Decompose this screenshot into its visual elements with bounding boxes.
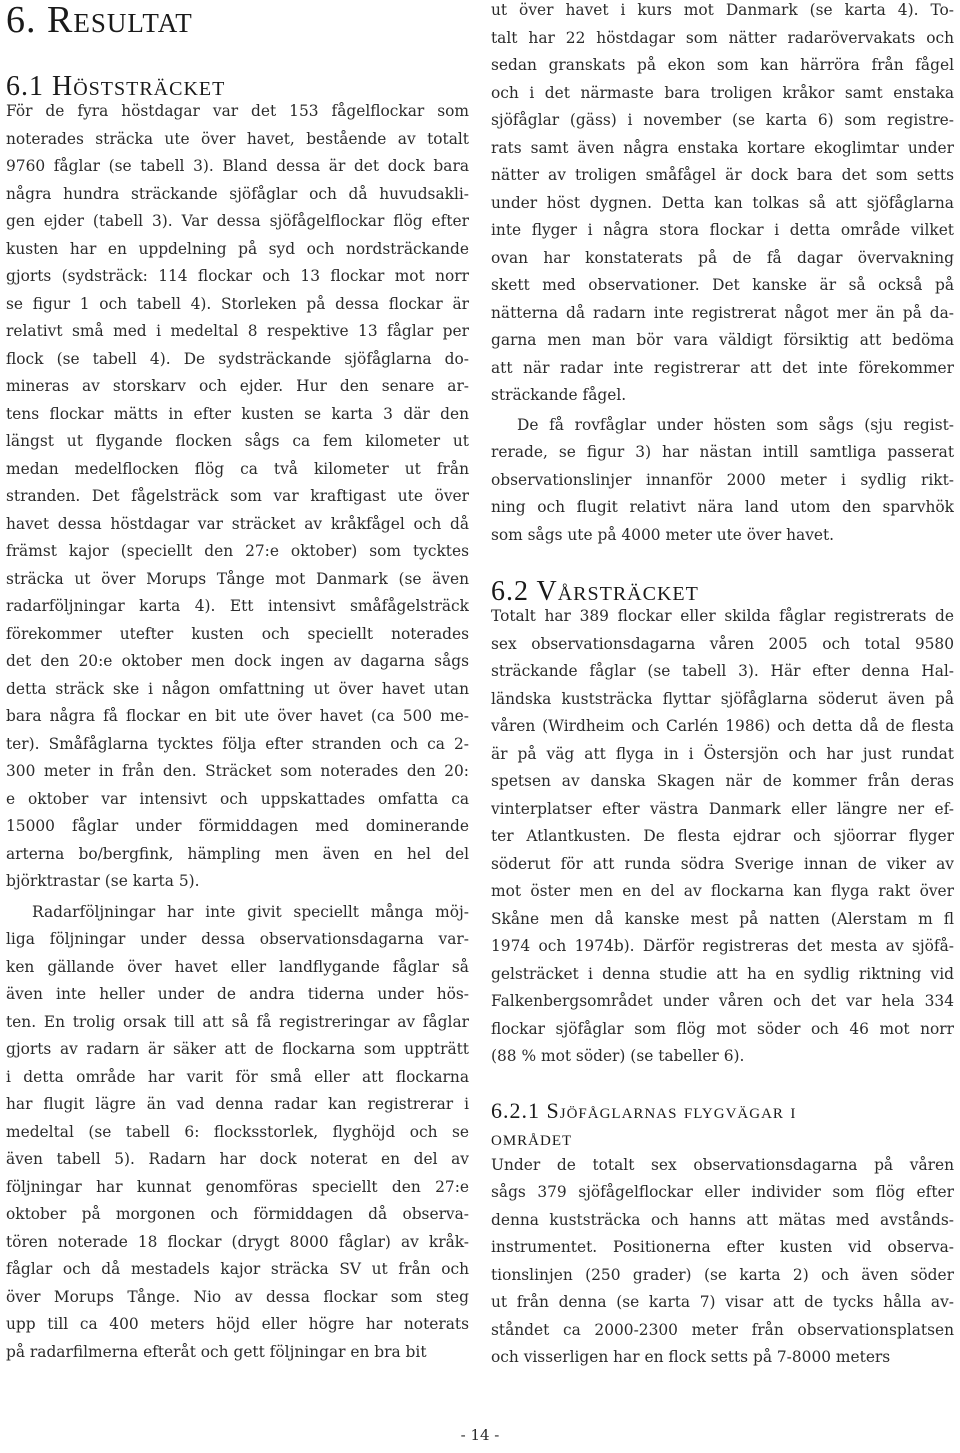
- text-line: nätter av troligen småfågel är dock bara det som setts: [491, 166, 954, 184]
- text-line: oktober på morgonen och förmiddagen då observa-: [6, 1205, 469, 1223]
- subsection-heading: [491, 1097, 954, 1152]
- text-line: liga följningar under dessa observationsdagarna var-: [6, 930, 469, 948]
- text-line: främst kajor (speciellt den 27:e oktober) som tycktes: [6, 542, 469, 560]
- text-line: Radarföljningar har inte givit speciellt många möj-: [32, 902, 469, 921]
- subsection-heading-line-2: området: [491, 1125, 573, 1150]
- text-line: ut över havet i kurs mot Danmark (se karta 4). To-: [491, 1, 954, 19]
- text-line: inte flyger i några stora flockar i detta område vilket: [491, 221, 954, 239]
- text-line: stranden. Det fågelsträck som var kraftigast ute över: [6, 487, 469, 505]
- section-heading-hoststracket: 6.1 Höststräcket: [6, 71, 226, 102]
- text-line: som sågs ute på 4000 meter ute över havet.: [491, 525, 835, 544]
- text-line: arterna bo/bergfink, hämpling men även en hel del: [6, 844, 469, 863]
- text-line: e oktober var intensivt och uppskattades omfatta ca: [6, 789, 469, 808]
- text-line: Under de totalt sex observationsdagarna på våren: [491, 1155, 954, 1174]
- text-line: talt har 22 höstdagar som nätter radarövervakats och: [491, 28, 954, 47]
- text-line: ter). Småfåglarna tycktes följa efter stranden och ca 2-: [6, 734, 469, 753]
- text-line: mineras av storskarv och ejder. Hur den senare ar-: [6, 377, 469, 395]
- text-line: flock (se tabell 4). De sydsträckande sjöfåglarna do-: [6, 349, 469, 368]
- right-column: [491, 0, 954, 1372]
- section-heading-varstracket: 6.2 Vårsträcket: [491, 576, 699, 607]
- text-line: skett med observationer. Det kanske är så också på: [491, 276, 954, 294]
- text-line: längst ut flygande flocken sågs ca fem kilometer ut: [6, 432, 469, 450]
- left-column: [6, 0, 469, 1366]
- text-line: och visserligen har en flock setts på 7-8000 meters: [491, 1348, 891, 1366]
- text-line: rerade, se figur 3) har nästan intill samtliga passerat: [491, 443, 954, 461]
- text-line: spetsen av danska Skagen när de kommer från deras: [491, 772, 954, 790]
- text-line: ter Atlantkusten. De flesta ejdrar och sjöorrar flyger: [491, 827, 954, 845]
- text-line: medeltal (se tabell 6: flocksstorlek, flyghöjd och se: [6, 1122, 469, 1141]
- text-line: flockar sjöfåglar som flög mot söder och 46 mot norr: [491, 1019, 954, 1038]
- text-line: att när radar inte registrerar att det inte förekommer: [491, 358, 954, 377]
- text-line: 1974 och 1974b). Därför registreras det mesta av sjöfå-: [491, 937, 954, 955]
- page-title: 6. Resultat: [6, 0, 193, 41]
- text-line: (88 % mot söder) (se tabeller 6).: [491, 1047, 745, 1065]
- text-line: denna kuststräcka och hanns att mätas med avstånds-: [491, 1210, 954, 1229]
- subsection-heading-line-1: 6.2.1 Sjöfåglarnas flygvägar i: [491, 1097, 797, 1123]
- text-line: radarföljningar karta 4). Ett intensivt småfågelsträck: [6, 597, 469, 615]
- text-line: nätterna då radarn inte registrerat något mer än på da-: [491, 303, 954, 322]
- text-line: bara några få flockar en bit ute över havet (ca 500 me-: [6, 707, 469, 725]
- text-line: sedan granskats på ekon som kan härröra från fågel: [491, 56, 954, 74]
- text-line: Falkenbergsområdet under våren och det var hela 334: [491, 992, 954, 1010]
- text-line: förekommer utefter kusten och speciellt noterades: [6, 624, 469, 643]
- text-line: 15000 fåglar under förmiddagen med dominerande: [6, 817, 469, 835]
- text-line: detta sträck ske i någon omfattning ut över havet utan: [6, 679, 469, 698]
- text-line: kusten har en uppdelning på syd och nordsträckande: [6, 239, 469, 258]
- text-line: söderut för att runda södra Sverige innan de viker av: [491, 854, 954, 873]
- text-line: garna men man bör vara väldigt försiktig att bedöma: [491, 331, 954, 349]
- text-line: För de fyra höstdagar var det 153 fågelflockar som: [6, 102, 469, 120]
- text-line: instrumentet. Positionerna efter kusten vid observa-: [491, 1238, 954, 1256]
- text-line: relativt små med i medeltal 8 respektive 13 fåglar per: [6, 322, 469, 340]
- text-line: har flugit lägre än vad denna radar kan registrerar i: [6, 1095, 469, 1113]
- text-line: havet dessa höstdagar var sträcket av kråkfågel och då: [6, 514, 469, 533]
- text-line: tionslinjen (250 grader) (se karta 2) och även söder: [491, 1265, 954, 1284]
- text-line: ken gällande över havet eller landflygande fåglar så: [6, 957, 469, 976]
- text-line: ståndet ca 2000-2300 meter från observationsplatsen: [491, 1320, 954, 1339]
- text-line: även tabell 5). Radarn har dock noterat en del av: [6, 1150, 469, 1168]
- text-line: observationslinjer innanför 2000 meter i sydlig rikt-: [491, 470, 954, 489]
- text-line: våren (Wirdheim och Carlén 1986) och detta då de flesta: [491, 717, 954, 735]
- text-line: mot öster men en del av flockarna kan flyga rakt över: [491, 882, 954, 900]
- text-line: gen ejder (tabell 3). Var dessa sjöfågelflockar flög efter: [6, 212, 469, 230]
- text-line: Skåne men då kanske mest på natten (Alerstam m fl: [491, 909, 954, 928]
- text-line: även inte heller under de andra tiderna under hös-: [6, 985, 469, 1003]
- text-line: gjorts (sydsträck: 114 flockar och 13 flockar mot norr: [6, 267, 469, 285]
- paragraph-radarfoljningar: [6, 899, 469, 1367]
- text-line: ut från denna (se karta 7) visar att de tycks hålla av-: [491, 1293, 954, 1311]
- paragraph-continued: [491, 0, 954, 410]
- paragraph-flygvagar: [491, 1152, 954, 1372]
- text-line: ten. En trolig orsak till att så få registreringar av fåglar: [6, 1012, 469, 1031]
- text-line: ning och flugit relativt nära land utom den sparvhök: [491, 498, 954, 516]
- paragraph-varstracket: [491, 603, 954, 1071]
- text-line: De få rovfåglar under hösten som sågs (sju regist-: [517, 415, 954, 434]
- text-line: i detta område har varit för små eller att flockarna: [6, 1067, 469, 1086]
- page-number: - 14 -: [460, 1426, 500, 1444]
- text-line: 9760 fåglar (se tabell 3). Bland dessa är det dock bara: [6, 157, 469, 175]
- text-line: noterades sträcka ute över havet, bestående av totalt: [6, 129, 469, 148]
- text-line: tens flockar mätts in efter kusten se karta 3 där den: [6, 404, 469, 423]
- text-line: sträcka ut över Morups Tånge mot Danmark (se även: [6, 569, 469, 588]
- text-line: medan medelflocken flög ca två kilometer ut från: [6, 459, 469, 478]
- text-line: sex observationsdagarna våren 2005 och total 9580: [491, 634, 954, 653]
- paragraph-hoststracket-1: [6, 98, 469, 896]
- text-line: 300 meter in från den. Sträcket som noterades den 20:: [6, 762, 469, 780]
- text-line: ländska kuststräcka flyttar sjöfåglarna söderut även på: [491, 689, 954, 708]
- text-line: upp till ca 400 meters höjd eller högre har noterats: [6, 1315, 469, 1333]
- text-line: sträckande fågel.: [491, 386, 627, 404]
- text-line: björktrastar (se karta 5).: [6, 872, 200, 890]
- text-line: är på väg att flyga in i Östersjön och har just rundat: [491, 744, 954, 763]
- text-line: under höst dygnen. Detta kan tolkas så att sjöfåglarna: [491, 193, 954, 212]
- paragraph-rovfaglar: [491, 412, 954, 550]
- text-line: några hundra sträckande sjöfåglar och då huvudsakli-: [6, 184, 469, 203]
- text-line: och i det närmaste bara troligen kråkor samt enstaka: [491, 83, 954, 102]
- text-line: det den 20:e oktober men dock ingen av dagarna sågs: [6, 652, 469, 670]
- text-line: följningar har kunnat genomföras speciellt den 27:e: [6, 1177, 469, 1196]
- text-line: gjorts av radarn är säker att de flockarna som uppträtt: [6, 1040, 469, 1058]
- text-line: på radarfilmerna efteråt och gett följningar en bra bit: [6, 1342, 427, 1361]
- text-line: ovan har konstaterats på de få dagar övervakning: [491, 248, 954, 267]
- text-line: över Morups Tånge. Nio av dessa flockar som steg: [6, 1287, 469, 1306]
- text-line: se figur 1 och tabell 4). Storleken på dessa flockar är: [6, 294, 469, 313]
- text-line: sträckande fåglar (se tabell 3). Här efter denna Hal-: [491, 662, 954, 680]
- text-line: rats samt även några enstaka kortare ekoglimtar under: [491, 138, 954, 157]
- text-line: fåglar och då mestadels kajor sträcka SV ut från och: [6, 1260, 469, 1278]
- text-line: gelsträcket i denna studie att ha en sydlig riktning vid: [491, 964, 954, 983]
- text-line: sågs 379 sjöfågelflockar eller individer som flög efter: [491, 1183, 954, 1201]
- text-line: tören noterade 18 flockar (drygt 8000 fåglar) av kråk-: [6, 1232, 469, 1251]
- text-line: Totalt har 389 flockar eller skilda fåglar registrerats de: [491, 607, 954, 625]
- text-line: vinterplatser efter västra Danmark eller längre ner ef-: [491, 799, 954, 818]
- text-line: sjöfåglar (gäss) i november (se karta 6) som registre-: [491, 111, 954, 129]
